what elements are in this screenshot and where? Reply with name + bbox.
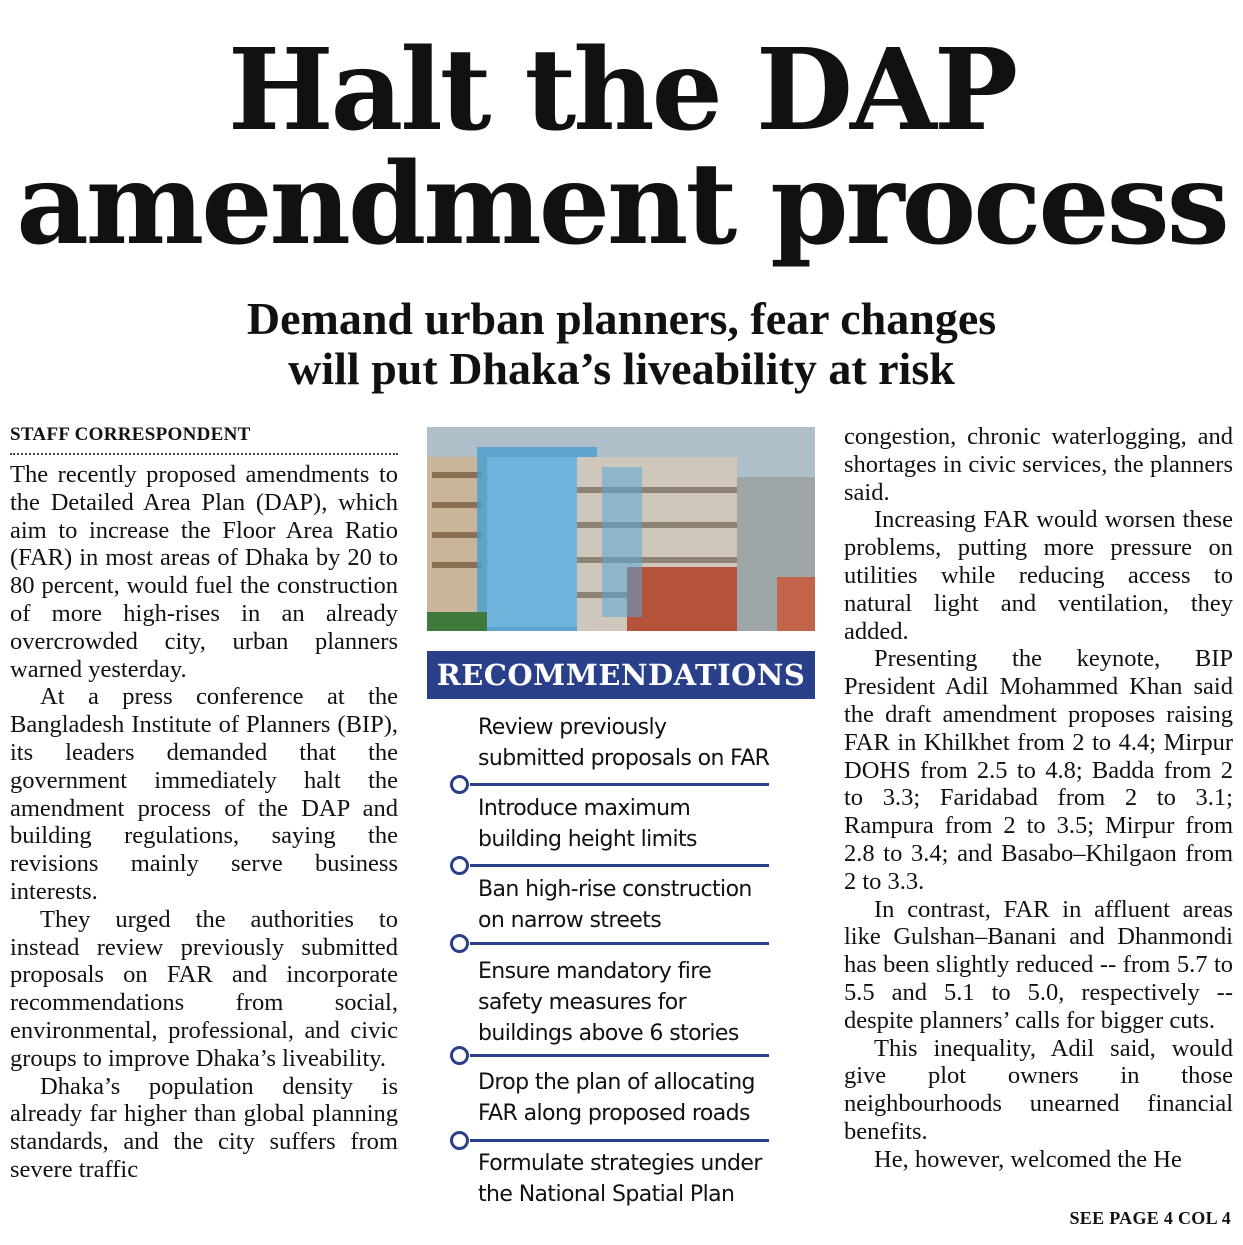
jump-line: SEE PAGE 4 COL 4 xyxy=(1069,1208,1231,1228)
left-column xyxy=(10,423,398,1184)
paragraph: This inequality, Adil said, would give plot owners in those neighbourhoods unearned financial benefits. xyxy=(844,1034,1233,1145)
construction-photo xyxy=(427,427,815,631)
bullet-icon xyxy=(450,1131,469,1150)
headline-line-2: amendment process xyxy=(16,139,1227,270)
paragraph: The recently proposed amendments to the Detailed Area Plan (DAP), which aim to increase the Floor Area Ratio (FAR) in most areas of Dhaka by 20 to 80 percent, would fuel the construction of more high-rises in an already overcrowded city, urban planners warned yesterday. xyxy=(10,461,398,683)
right-column xyxy=(844,423,1233,1174)
construction-photo-illustration xyxy=(427,427,815,631)
bullet-icon xyxy=(450,856,469,875)
paragraph: He, however, welcomed the He xyxy=(874,1145,1182,1173)
recommendation-item: Formulate strategies under the National Spatial Plan xyxy=(478,1151,762,1207)
recommendation-item: Review previously submitted proposals on FAR xyxy=(478,715,770,771)
divider xyxy=(470,1054,769,1057)
byline: STAFF CORRESPONDENT xyxy=(10,423,398,455)
recommendation-item: Drop the plan of allocating FAR along proposed roads xyxy=(478,1070,755,1126)
recommendation-item: Introduce maximum building height limits xyxy=(478,796,697,852)
recommendations-title: RECOMMENDATIONS xyxy=(427,651,815,699)
paragraph: Dhaka’s population density is already far higher than global planning standards, and the city suffers from severe traffic xyxy=(10,1072,398,1183)
subheadline-line-2: will put Dhaka’s liveability at risk xyxy=(288,343,955,394)
divider xyxy=(470,783,769,786)
divider xyxy=(470,864,769,867)
paragraph: Increasing FAR would worsen these problems, putting more pressure on utilities while reducing access to natural light and ventilation, they added. xyxy=(844,506,1233,645)
bullet-icon xyxy=(450,775,469,794)
bullet-icon xyxy=(450,1046,469,1065)
headline xyxy=(0,25,1243,270)
paragraph: congestion, chronic waterlogging, and shortages in civic services, the planners said. xyxy=(844,423,1233,506)
divider xyxy=(470,942,769,945)
headline-line-1: Halt the DAP xyxy=(227,25,1016,156)
subheadline xyxy=(0,294,1243,394)
paragraph: Presenting the keynote, BIP President Adil Mohammed Khan said the draft amendment proposes raising FAR in Khilkhet from 2 to 4.4; Mirpur DOHS from 2.5 to 4.8; Badda from 2 to 3.3; Faridabad from 2 to 3.1; Rampura from 2 to 3.5; Mirpur from 2.8 to 3.4; and Basabo–Khilgaon from 2 to 3.3. xyxy=(844,645,1233,895)
recommendation-item: Ensure mandatory fire safety measures for buildings above 6 stories xyxy=(478,959,739,1046)
paragraph: In contrast, FAR in affluent areas like Gulshan–Banani and Dhanmondi has been slightly reduced -- from 5.7 to 5.5 and 5.1 to 5.0, respectively -- despite planners’ calls for bigger cuts. xyxy=(844,895,1233,1034)
divider xyxy=(470,1139,769,1142)
paragraph: They urged the authorities to instead review previously submitted proposals on FAR and incorporate recommendations from social, environmental, professional, and civic groups to improve Dhaka’s liveability. xyxy=(10,905,398,1072)
bullet-icon xyxy=(450,934,469,953)
paragraph: At a press conference at the Bangladesh Institute of Planners (BIP), its leaders demanded that the government immediately halt the amendment process of the DAP and building regulations, saying the revisions mainly serve business interests. xyxy=(10,683,398,905)
subheadline-line-1: Demand urban planners, fear changes xyxy=(246,293,997,344)
recommendation-item: Ban high-rise construction on narrow streets xyxy=(478,877,752,933)
